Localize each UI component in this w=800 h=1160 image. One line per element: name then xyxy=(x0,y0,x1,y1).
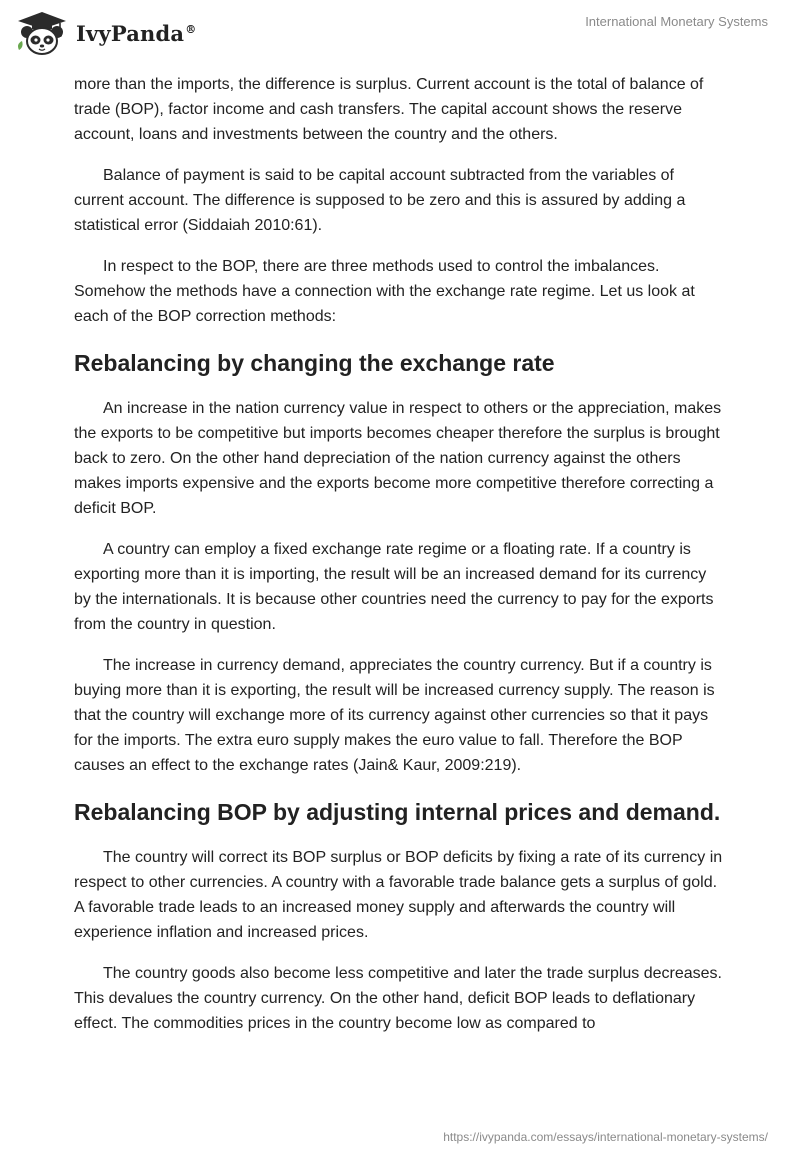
ivypanda-logo[interactable] xyxy=(14,10,196,56)
paragraph: A country can employ a fixed exchange rate regime or a floating rate. If a country is exporting more than it is importing, the result will be an increased demand for its currency by the internationals. It is because other countries need the currency to pay for the exports from the country in question. xyxy=(74,541,714,633)
section-heading: Rebalancing by changing the exchange rate xyxy=(74,350,555,376)
paragraph: The increase in currency demand, appreciates the country currency. But if a country is buying more than it is exporting, the result will be increased currency supply. The reason is that the country will exchange more of its currency against other currencies so that it pays for the imports. The extra euro supply makes the euro value to fall. Therefore the BOP causes an effect to the exchange rates (Jain& Kaur, 2009:219). xyxy=(74,657,715,774)
paragraph: The country will correct its BOP surplus or BOP deficits by fixing a rate of its currency in respect to other currencies. A country with a favorable trade balance gets a surplus of gold. A favorable trade leads to an increased money supply and afterwards the country will experience inflation and increased prices. xyxy=(74,849,723,941)
paragraph: An increase in the nation currency value in respect to others or the appreciation, makes the exports to be competitive but imports becomes cheaper therefore the surplus is brought back to zero. On the other hand depreciation of the nation currency against the others makes imports expensive and the exports become more competitive therefore correcting a deficit BOP. xyxy=(74,400,722,517)
essay-content xyxy=(74,72,724,1052)
paragraph: Balance of payment is said to be capital account subtracted from the variables of current account. The difference is supposed to be zero and this is assured by adding a statistical error (Siddaiah 2010:61). xyxy=(74,167,686,234)
section-heading: Rebalancing BOP by adjusting internal prices and demand. xyxy=(74,799,721,825)
document-title: International Monetary Systems xyxy=(585,14,768,29)
paragraph: The country goods also become less competitive and later the trade surplus decreases. This devalues the country currency. On the other hand, deficit BOP leads to deflationary effect. The commodities prices in the country become low as compared to xyxy=(74,965,722,1032)
panda-icon xyxy=(14,10,70,56)
paragraph: more than the imports, the difference is surplus. Current account is the total of balance of trade (BOP), factor income and cash transfers. The capital account shows the reserve account, loans and investments between the country and the others. xyxy=(74,76,704,143)
page-header xyxy=(0,0,800,70)
brand-name: IvyPanda® xyxy=(76,20,197,46)
source-url[interactable]: https://ivypanda.com/essays/international-monetary-systems/ xyxy=(443,1130,768,1144)
paragraph: In respect to the BOP, there are three methods used to control the imbalances. Somehow the methods have a connection with the exchange rate regime. Let us look at each of the BOP correction methods: xyxy=(74,258,695,325)
